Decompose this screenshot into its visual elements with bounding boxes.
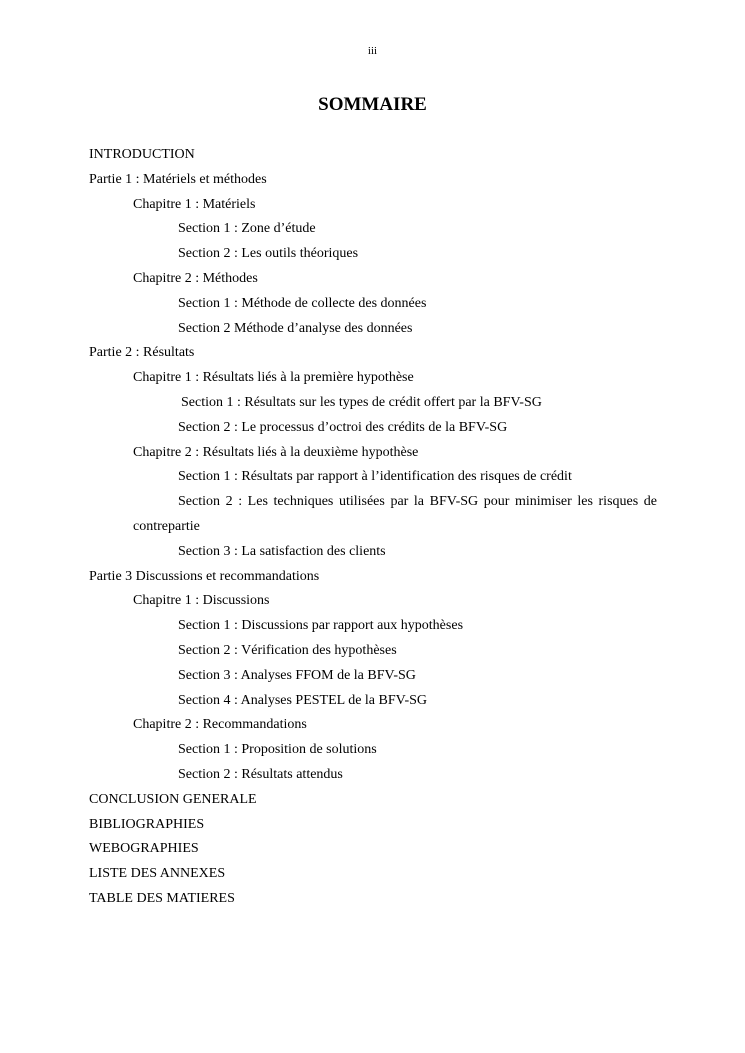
toc-partie-3: Partie 3 Discussions et recommandations <box>89 568 320 584</box>
toc-p3-c2-section-1: Section 1 : Proposition de solutions <box>178 742 377 758</box>
toc-p1-chapitre-2: Chapitre 2 : Méthodes <box>133 270 258 286</box>
page-title: SOMMAIRE <box>318 94 427 115</box>
toc-p1-chapitre-1: Chapitre 1 : Matériels <box>133 196 256 212</box>
toc-p2-c1-section-2: Section 2 : Le processus d’octroi des crédits de la BFV-SG <box>178 419 508 435</box>
toc-p2-chapitre-1: Chapitre 1 : Résultats liés à la première hypothèse <box>133 370 414 386</box>
toc-p3-c1-section-2: Section 2 : Vérification des hypothèses <box>178 642 397 658</box>
toc-p2-c2-section-2: Section 2 : Les techniques utilisées par la BFV-SG pour minimiser les risques de <box>178 494 657 510</box>
toc-p3-c1-section-3: Section 3 : Analyses FFOM de la BFV-SG <box>178 667 416 683</box>
toc-p2-c1-section-1: Section 1 : Résultats sur les types de crédit offert par la BFV-SG <box>181 394 542 410</box>
toc-conclusion: CONCLUSION GENERALE <box>89 791 257 807</box>
toc-p3-c2-section-2: Section 2 : Résultats attendus <box>178 766 343 782</box>
toc-p2-c2-section-1: Section 1 : Résultats par rapport à l’identification des risques de crédit <box>178 469 572 485</box>
toc-p3-c1-section-4: Section 4 : Analyses PESTEL de la BFV-SG <box>178 692 428 708</box>
toc-p3-chapitre-1: Chapitre 1 : Discussions <box>133 593 270 609</box>
toc-bibliographies: BIBLIOGRAPHIES <box>89 816 205 832</box>
toc-p1-c1-section-1: Section 1 : Zone d’étude <box>178 221 316 237</box>
table-of-contents <box>89 143 657 912</box>
toc-webographies: WEBOGRAPHIES <box>89 841 199 857</box>
toc-p2-c2-section-3: Section 3 : La satisfaction des clients <box>178 543 386 559</box>
toc-partie-2: Partie 2 : Résultats <box>89 345 195 361</box>
toc-table-matieres: TABLE DES MATIERES <box>89 890 235 906</box>
toc-partie-1: Partie 1 : Matériels et méthodes <box>89 171 267 187</box>
toc-introduction: INTRODUCTION <box>89 147 195 162</box>
toc-p1-c1-section-2: Section 2 : Les outils théoriques <box>178 246 359 262</box>
toc-p1-c2-section-1: Section 1 : Méthode de collecte des données <box>178 295 427 311</box>
toc-p3-chapitre-2: Chapitre 2 : Recommandations <box>133 717 307 733</box>
toc-p2-c2-section-2-continued: contrepartie <box>133 518 200 534</box>
toc-p2-chapitre-2: Chapitre 2 : Résultats liés à la deuxième hypothèse <box>133 444 419 460</box>
page-number: iii <box>367 45 378 57</box>
toc-p3-c1-section-1: Section 1 : Discussions par rapport aux hypothèses <box>178 618 464 634</box>
toc-p1-c2-section-2: Section 2 Méthode d’analyse des données <box>178 320 413 336</box>
toc-annexes: LISTE DES ANNEXES <box>89 866 226 882</box>
